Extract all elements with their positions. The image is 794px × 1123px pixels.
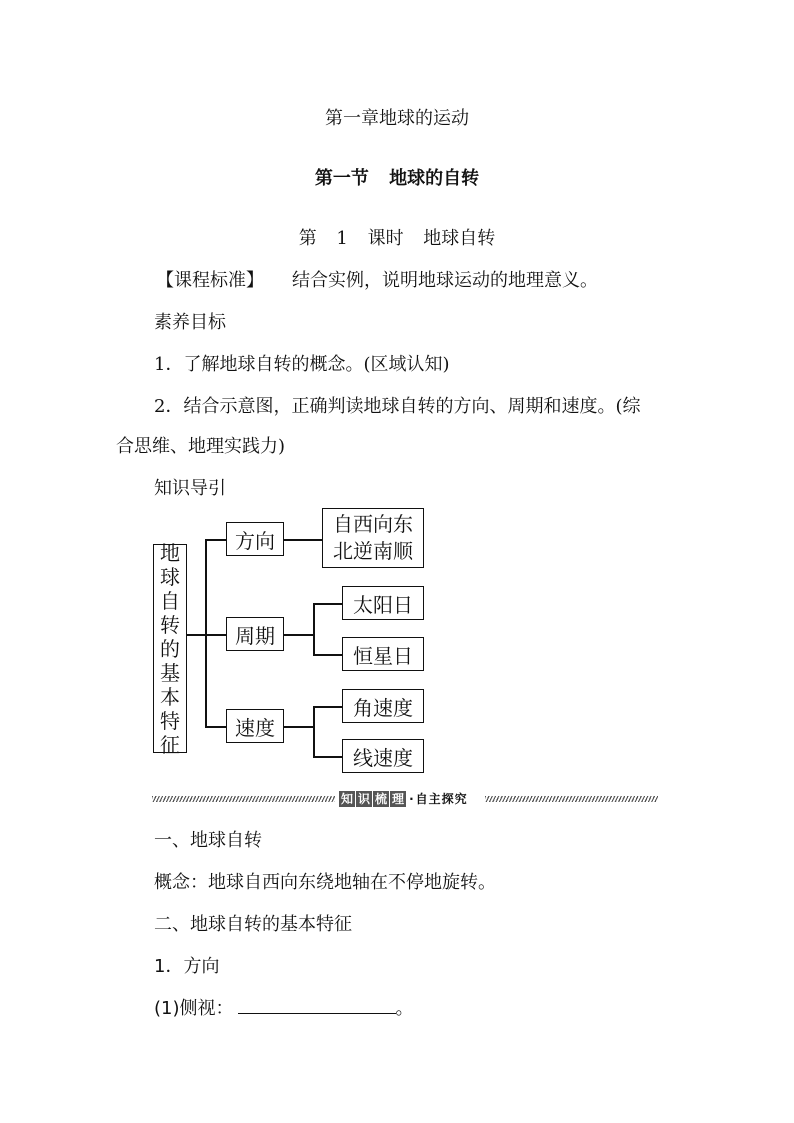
answer-blank[interactable]	[238, 997, 396, 1014]
banner-hatch-left	[152, 796, 335, 802]
banner-rest: 自主探究	[415, 792, 468, 806]
connector	[205, 726, 226, 728]
map-root-char: 特	[160, 708, 180, 733]
connector	[284, 539, 322, 541]
concept-text: 概念：地球自西向东绕地轴在不停地旋转。	[154, 872, 496, 893]
goal-item-2-continued: 合思维、地理实践力)	[116, 436, 286, 457]
section-banner	[152, 788, 658, 810]
direction-detail-line: 北逆南顺	[333, 539, 413, 563]
connector	[313, 603, 315, 655]
banner-label	[335, 789, 472, 809]
map-speed-box: 速度	[226, 709, 284, 743]
banner-char: 梳	[375, 792, 388, 806]
connector	[284, 634, 314, 636]
goals-heading: 素养目标	[154, 312, 226, 333]
knowledge-guide-heading: 知识导引	[154, 478, 226, 499]
connector	[313, 706, 315, 757]
map-solar-day-box: 太阳日	[342, 586, 424, 620]
map-direction-detail-box	[322, 508, 424, 568]
map-root-char: 本	[160, 684, 180, 709]
connector	[313, 603, 342, 605]
connector	[313, 654, 342, 656]
side-view-line	[154, 994, 414, 1020]
side-view-end: 。	[395, 998, 414, 1019]
connector	[205, 539, 207, 727]
map-root-char: 基	[160, 660, 180, 685]
connector	[205, 539, 226, 541]
lesson-title: 第 1 课时 地球自转	[298, 228, 496, 249]
goal-item-1: 1．了解地球自转的概念。(区域认知)	[154, 354, 450, 375]
course-standard-label: 【课程标准】	[156, 270, 264, 291]
connector	[313, 706, 342, 708]
heading-direction: 1．方向	[154, 956, 220, 977]
map-root-char: 的	[160, 636, 180, 661]
banner-char: 理	[392, 792, 405, 806]
map-root-box	[153, 540, 187, 757]
map-period-box: 周期	[226, 617, 284, 651]
banner-hatch-right	[485, 796, 658, 802]
banner-dot: ·	[409, 792, 414, 806]
side-view-label: (1)侧视：	[154, 998, 234, 1019]
chapter-title: 第一章地球的运动	[325, 108, 469, 129]
map-direction-box: 方向	[226, 522, 284, 556]
connector	[284, 726, 314, 728]
banner-char: 知	[341, 792, 354, 806]
banner-char: 识	[358, 792, 371, 806]
goal-item-2: 2．结合示意图，正确判读地球自转的方向、周期和速度。(综	[154, 396, 641, 417]
heading-earth-rotation: 一、地球自转	[154, 830, 262, 851]
section-title: 第一节 地球的自转	[314, 168, 480, 189]
map-root-char: 自	[160, 588, 180, 613]
heading-basic-features: 二、地球自转的基本特征	[154, 914, 352, 935]
map-sidereal-day-box: 恒星日	[342, 637, 424, 671]
map-root-char: 地	[160, 540, 180, 565]
connector	[187, 634, 206, 636]
course-standard-text: 结合实例，说明地球运动的地理意义。	[292, 270, 598, 291]
map-root-char: 征	[160, 732, 180, 757]
connector	[205, 634, 226, 636]
map-root-char: 球	[160, 564, 180, 589]
map-linear-speed-box: 线速度	[342, 739, 424, 773]
connector	[313, 756, 342, 758]
map-root-char: 转	[160, 612, 180, 637]
direction-detail-line: 自西向东	[333, 512, 413, 536]
map-angular-speed-box: 角速度	[342, 689, 424, 723]
